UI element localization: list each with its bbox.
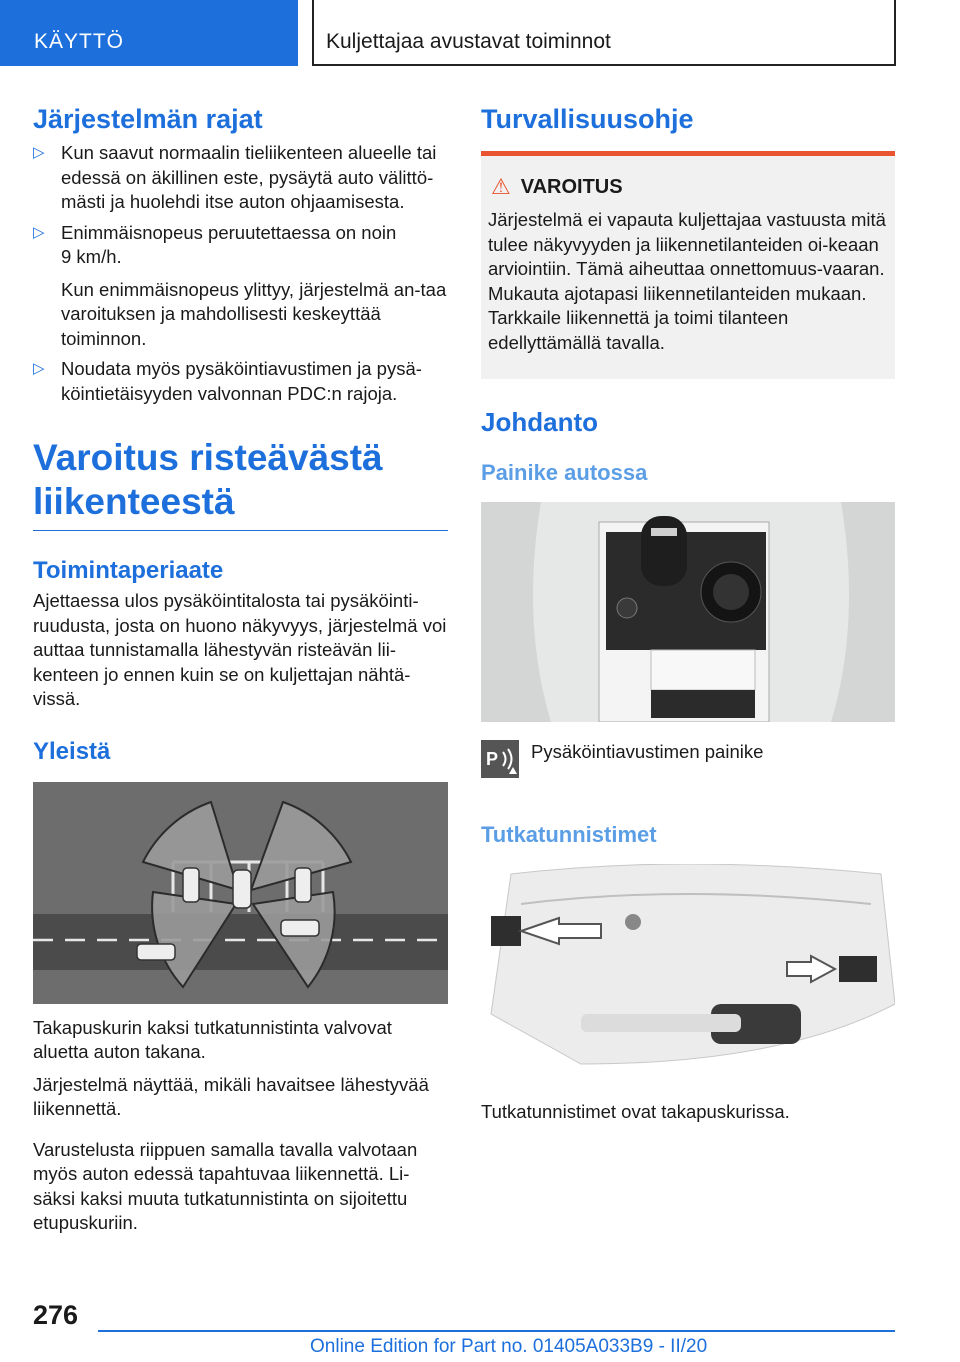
- general-text-3: Varustelusta riippuen samalla tavalla valvotaan myös auton edessä tapahtuvaa liikennettä. Li-säksi kaksi muuta tutkatunnistinta on sijoitettu etupuskuriin.: [33, 1138, 418, 1233]
- button-caption-row: [481, 740, 895, 778]
- cross-traffic-illustration: [33, 782, 448, 1004]
- button-caption: Pysäköintiavustimen painike: [531, 741, 764, 762]
- limits-bullet-3: ▷ Noudata myös pysäköintiavustimen ja pysä-köintietäisyyden valvonnan PDC:n rajoja.: [33, 358, 422, 404]
- sensors-heading: Tutkatunnistimet: [481, 822, 657, 847]
- safety-heading: Turvallisuusohje: [481, 104, 694, 134]
- chapter-title: Kuljettajaa avustavat toiminnot: [312, 0, 896, 66]
- console-photo: [481, 502, 895, 722]
- limits-heading: Järjestelmän rajat: [33, 104, 263, 134]
- svg-text:P: P: [486, 749, 499, 769]
- section-title-line-1: Varoitus risteävästä: [33, 437, 383, 478]
- sensors-caption: Tutkatunnistimet ovat takapuskurissa.: [481, 1101, 790, 1122]
- cross-traffic-diagram: [33, 782, 448, 1004]
- rear-bumper-illustration: [481, 864, 895, 1084]
- general-text-1: Takapuskurin kaksi tutkatunnistinta valvovat aluetta auton takana.: [33, 1016, 392, 1062]
- right-column: [481, 100, 895, 1125]
- bullet-triangle-icon: ▷: [33, 144, 45, 161]
- bullet-triangle-icon: ▷: [33, 360, 45, 377]
- general-heading: Yleistä: [33, 737, 111, 765]
- footer-rule: [98, 1330, 895, 1332]
- limits-bullet-1: ▷ Kun saavut normaalin tieliikenteen alueelle tai edessä on äkillinen este, pysäytä auto välittö-mästi ja huolehdi itse auton ohjaamisesta.: [33, 142, 437, 212]
- page-number: 276: [33, 1300, 79, 1330]
- general-text-2: Järjestelmä näyttää, mikäli havaitsee lähestyvää liikennettä.: [33, 1073, 429, 1119]
- left-column: [33, 100, 448, 1236]
- parking-assistant-icon: [481, 740, 519, 778]
- section-title-block: [33, 436, 448, 531]
- section-title-line-2: liikenteestä: [33, 481, 235, 522]
- warning-box: [481, 151, 895, 379]
- limits-bullet-2: ▷ Enimmäisnopeus peruutettaessa on noin 9 km/h. Kun enimmäisnopeus ylittyy, järjestelmä an-taa varoituksen ja mahdollisesti keskeyttää toiminnon.: [33, 221, 447, 349]
- warning-title: ⚠ VAROITUS: [491, 174, 623, 199]
- footer-edition: Online Edition for Part no. 01405A033B9 - II/20: [310, 1336, 708, 1357]
- rear-bumper-photo: [481, 864, 895, 1084]
- intro-heading: Johdanto: [481, 407, 598, 437]
- button-heading: Painike autossa: [481, 460, 648, 485]
- principle-heading: Toimintaperiaate: [33, 557, 224, 584]
- section-tab: KÄYTTÖ: [0, 0, 298, 66]
- warning-text: Järjestelmä ei vapauta kuljettajaa vastuusta mitä tulee näkyvyyden ja liikennetilanteiden oi-keaan arviointiin. Tämä aiheuttaa onnettomuus-vaaran. Mukauta ajotapasi liikennetilanteiden mukaan. Tarkkaile liikennettä ja toimi tilanteen edellyttämällä tavalla.: [488, 209, 886, 353]
- bullet-triangle-icon: ▷: [33, 223, 45, 241]
- center-console-illustration: [481, 502, 895, 722]
- principle-text: Ajettaessa ulos pysäköintitalosta tai pysäköinti-ruudusta, josta on huono näkyvyys, järjestelmä voi auttaa tunnistamalla lähestyvän risteävän lii-kenteen jo ennen kuin se on kuljettajan nähtä-vissä.: [33, 590, 447, 709]
- warning-triangle-icon: ⚠: [491, 174, 511, 199]
